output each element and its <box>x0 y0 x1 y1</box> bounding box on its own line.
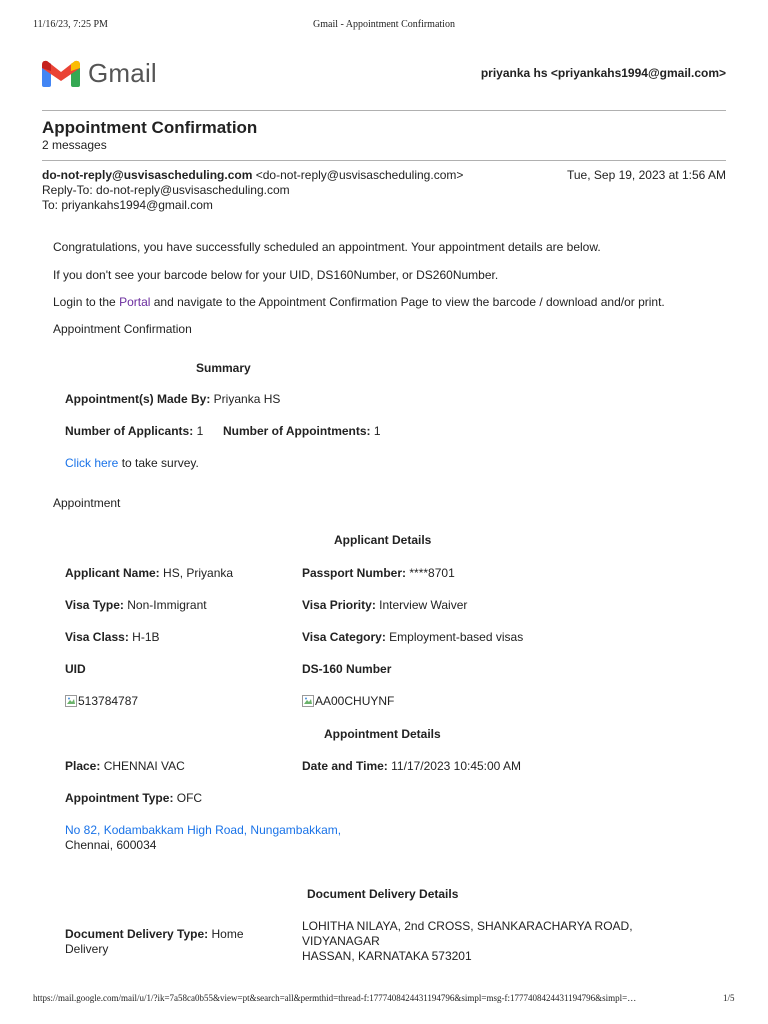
thread-subject: Appointment Confirmation <box>42 118 258 137</box>
gmail-logo-text: Gmail <box>88 57 157 88</box>
congrats-text: Congratulations, you have successfully scheduled an appointment. Your appointment details are below. <box>53 240 601 254</box>
message-from <box>42 168 463 183</box>
gmail-logo[interactable] <box>42 58 157 88</box>
ds160-label: DS-160 Number <box>302 662 392 676</box>
gmail-m-icon <box>42 59 80 87</box>
sender-name: do-not-reply@usvisascheduling.com <box>42 168 253 182</box>
uid-barcode: 513784787 <box>65 694 138 708</box>
login-instruction: Login to the Portal and navigate to the Appointment Confirmation Page to view the barcode / download and/or print. <box>53 295 665 309</box>
visa-class: Visa Class: H-1B <box>65 630 160 644</box>
applicant-count: Number of Applicants: 1 <box>65 424 204 438</box>
print-page-title: Gmail - Appointment Confirmation <box>313 19 455 30</box>
summary-heading: Summary <box>196 361 251 375</box>
applicant-name: Applicant Name: HS, Priyanka <box>65 566 234 580</box>
uid-label: UID <box>65 662 86 676</box>
account-email: priyanka hs <priyankahs1994@gmail.com> <box>480 66 726 80</box>
reply-to: Reply-To: do-not-reply@usvisascheduling.com <box>42 183 290 197</box>
message-count: 2 messages <box>42 138 107 152</box>
appointment-place: Place: CHENNAI VAC <box>65 759 185 773</box>
appointment-count: Number of Appointments: 1 <box>223 424 381 438</box>
broken-image-icon <box>65 695 77 707</box>
survey-link[interactable]: Click here <box>65 456 119 470</box>
survey-line: Click here to take survey. <box>65 456 199 470</box>
appointment-datetime: Date and Time: 11/17/2023 10:45:00 AM <box>302 759 522 773</box>
appointment-details-heading: Appointment Details <box>324 727 441 741</box>
sender-address: <do-not-reply@usvisascheduling.com> <box>255 168 464 182</box>
print-url: https://mail.google.com/mail/u/1/?ik=7a58ca0b55&view=pt&search=all&permthid=thread-f:1777408424431194796&simpl=msg-f:1777408424431194796&simpl=… <box>33 993 637 1003</box>
header-divider <box>42 110 726 111</box>
visa-priority: Visa Priority: Interview Waiver <box>302 598 468 612</box>
applicant-details-heading: Applicant Details <box>334 533 432 547</box>
broken-image-icon <box>302 695 314 707</box>
portal-link[interactable]: Portal <box>119 295 151 309</box>
ds160-barcode: AA00CHUYNF <box>302 694 394 708</box>
delivery-address: LOHITHA NILAYA, 2nd CROSS, SHANKARACHARYA ROAD, VIDYANAGAR HASSAN, KARNATAKA 573201 <box>302 919 633 963</box>
print-datetime: 11/16/23, 7:25 PM <box>33 19 108 30</box>
barcode-note: If you don't see your barcode below for your UID, DS160Number, or DS260Number. <box>53 268 499 282</box>
appointment-label: Appointment <box>53 496 121 510</box>
passport-number: Passport Number: ****8701 <box>302 566 455 580</box>
delivery-heading: Document Delivery Details <box>307 887 459 901</box>
print-page-number: 1/5 <box>723 993 735 1003</box>
made-by: Appointment(s) Made By: Priyanka HS <box>65 392 281 406</box>
message-date: Tue, Sep 19, 2023 at 1:56 AM <box>567 168 726 182</box>
recipient: To: priyankahs1994@gmail.com <box>42 198 213 212</box>
address-link[interactable]: No 82, Kodambakkam High Road, Nungambakkam, <box>65 823 342 837</box>
visa-type: Visa Type: Non-Immigrant <box>65 598 207 612</box>
appointment-type: Appointment Type: OFC <box>65 791 203 805</box>
delivery-type: Document Delivery Type: Home Delivery <box>65 927 244 956</box>
visa-category: Visa Category: Employment-based visas <box>302 630 524 644</box>
section-title: Appointment Confirmation <box>53 322 192 336</box>
subject-divider <box>42 160 726 161</box>
address-city: Chennai, 600034 <box>65 838 157 852</box>
